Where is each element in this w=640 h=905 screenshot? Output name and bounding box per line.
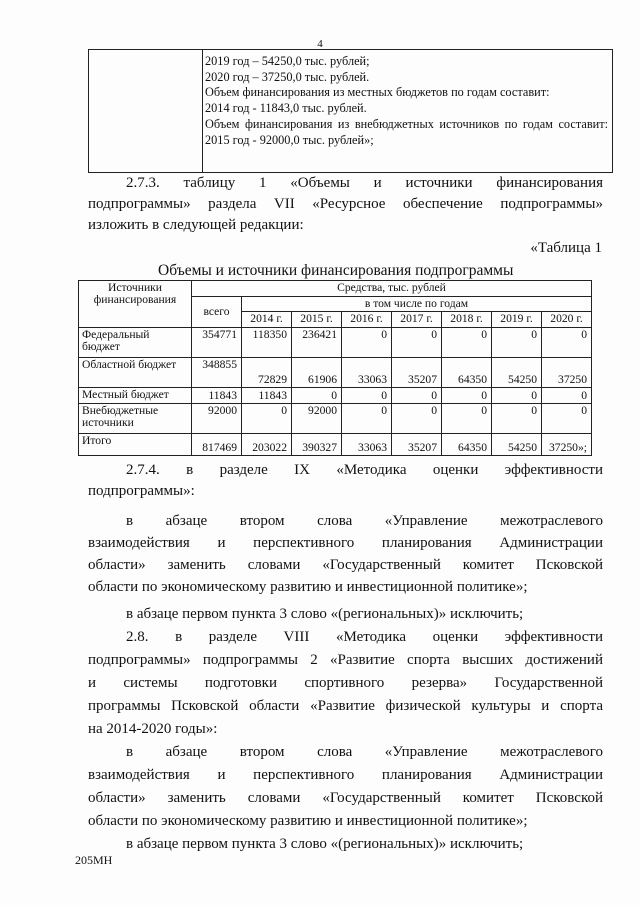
cell-value: 0 [292, 388, 342, 404]
para-28a-line: взаимодействия и перспективного планирования Администрации [88, 767, 603, 783]
para-274a-line: в абзаце втором слова «Управление межотраслевого [126, 513, 603, 529]
cell-value: 0 [242, 404, 292, 434]
cell-value: 37250 [542, 358, 592, 388]
cell-value: 0 [492, 388, 542, 404]
financing-table [78, 280, 592, 456]
row-label: Итого [79, 434, 192, 456]
cell-value: 54250 [492, 434, 542, 456]
cell-value: 0 [342, 388, 392, 404]
table-title: Объемы и источники финансирования подпрограммы [158, 262, 514, 279]
para-28-line: и системы подготовки спортивного резерва» Государственной [88, 675, 603, 691]
header-year: 2017 г. [392, 312, 442, 328]
table-row [79, 404, 592, 434]
cell-value: 61906 [292, 358, 342, 388]
para-28b: в абзаце первом пункта 3 слово «(региональных)» исключить; [126, 836, 524, 852]
cell-value: 0 [542, 404, 592, 434]
cell-value: 11843 [192, 388, 242, 404]
cell-value: 35207 [392, 434, 442, 456]
cell-value: 0 [492, 328, 542, 358]
para-274a-line: области по экономическому развитию и инвестиционной политике»; [88, 579, 528, 595]
cell-value: 92000 [292, 404, 342, 434]
cell-value: 203022 [242, 434, 292, 456]
para-28a-line: области» заменить словами «Государственный комитет Псковской [88, 790, 603, 806]
para-28-line: на 2014-2020 годы»: [88, 721, 218, 737]
cell-value: 33063 [342, 434, 392, 456]
header-year: 2020 г. [542, 312, 592, 328]
continuation-line: Объем финансирования из местных бюджетов по годам составит: [205, 85, 550, 100]
table-row [79, 358, 592, 388]
continuation-line: 2019 год – 54250,0 тыс. рублей; [205, 54, 370, 68]
continuation-right-cell [205, 50, 608, 148]
para-28a-line: в абзаце втором слова «Управление межотраслевого [126, 744, 603, 760]
cell-value: 0 [542, 328, 592, 358]
cell-value: 0 [442, 328, 492, 358]
para-274a-line: взаимодействия и перспективного планирования Администрации [88, 535, 603, 551]
header-year: 2019 г. [492, 312, 542, 328]
row-label: Федеральный бюджет [79, 328, 192, 358]
row-label: Областной бюджет [79, 358, 192, 388]
para-28-line: программы Псковской области «Развитие физической культуры и спорта [88, 698, 603, 714]
cell-value: 72829 [242, 358, 292, 388]
cell-value: 0 [392, 388, 442, 404]
row-label: Местный бюджет [79, 388, 192, 404]
para-274b: в абзаце первом пункта 3 слово «(региональных)» исключить; [126, 606, 524, 622]
cell-value: 0 [442, 388, 492, 404]
table-row [79, 328, 592, 358]
header-by-year: в том числе по годам [242, 297, 592, 312]
header-year: 2016 г. [342, 312, 392, 328]
para-28-line: 2.8. в разделе VIII «Методика оценки эффективности [126, 629, 603, 645]
header-funds: Средства, тыс. рублей [192, 281, 592, 297]
row-label: Внебюджетные источники [79, 404, 192, 434]
cell-value: 37250»; [542, 434, 592, 456]
continuation-left-cell [89, 50, 203, 172]
para-273-line: изложить в следующей редакции: [88, 217, 304, 233]
cell-value: 236421 [292, 328, 342, 358]
cell-value: 0 [342, 328, 392, 358]
cell-value: 0 [492, 404, 542, 434]
cell-value: 92000 [192, 404, 242, 434]
cell-value: 64350 [442, 358, 492, 388]
cell-value: 118350 [242, 328, 292, 358]
para-274a-line: области» заменить словами «Государственный комитет Псковской [88, 557, 603, 573]
header-year: 2018 г. [442, 312, 492, 328]
para-274-line: 2.7.4. в разделе IX «Методика оценки эффективности [126, 462, 603, 478]
continuation-table [88, 49, 613, 173]
header-year: 2015 г. [292, 312, 342, 328]
continuation-line: 2015 год - 92000,0 тыс. рублей»; [205, 132, 374, 147]
cell-value: 64350 [442, 434, 492, 456]
cell-value: 0 [442, 404, 492, 434]
cell-value: 354771 [192, 328, 242, 358]
cell-value: 0 [392, 404, 442, 434]
para-28-line: подпрограммы» подпрограммы 2 «Развитие спорта высших достижений [88, 652, 603, 668]
continuation-line: 2020 год – 37250,0 тыс. рублей. [205, 69, 370, 84]
cell-value: 348855 [192, 358, 242, 388]
cell-value: 11843 [242, 388, 292, 404]
cell-value: 33063 [342, 358, 392, 388]
cell-value: 390327 [292, 434, 342, 456]
para-273-line: подпрограммы» раздела VII «Ресурсное обеспечение подпрограммы» [88, 196, 603, 212]
para-273-line: 2.7.3. таблицу 1 «Объемы и источники финансирования [126, 175, 603, 191]
header-year: 2014 г. [242, 312, 292, 328]
table-row [79, 388, 592, 404]
page-number: 4 [317, 38, 323, 50]
header-sources: Источники финансирования [79, 281, 192, 328]
para-28a-line: области по экономическому развитию и инвестиционной политике»; [88, 813, 528, 829]
cell-value: 54250 [492, 358, 542, 388]
continuation-line: Объем финансирования из внебюджетных источников по годам составит: [205, 116, 608, 131]
header-total: всего [192, 297, 242, 328]
cell-value: 0 [542, 388, 592, 404]
para-274-line: подпрограммы»: [88, 483, 195, 499]
table-row [79, 434, 592, 456]
cell-value: 35207 [392, 358, 442, 388]
continuation-line: 2014 год - 11843,0 тыс. рублей. [205, 101, 367, 116]
cell-value: 817469 [192, 434, 242, 456]
cell-value: 0 [342, 404, 392, 434]
footer-code: 205МН [75, 853, 113, 867]
cell-value: 0 [392, 328, 442, 358]
table-label: «Таблица 1 [530, 240, 602, 256]
